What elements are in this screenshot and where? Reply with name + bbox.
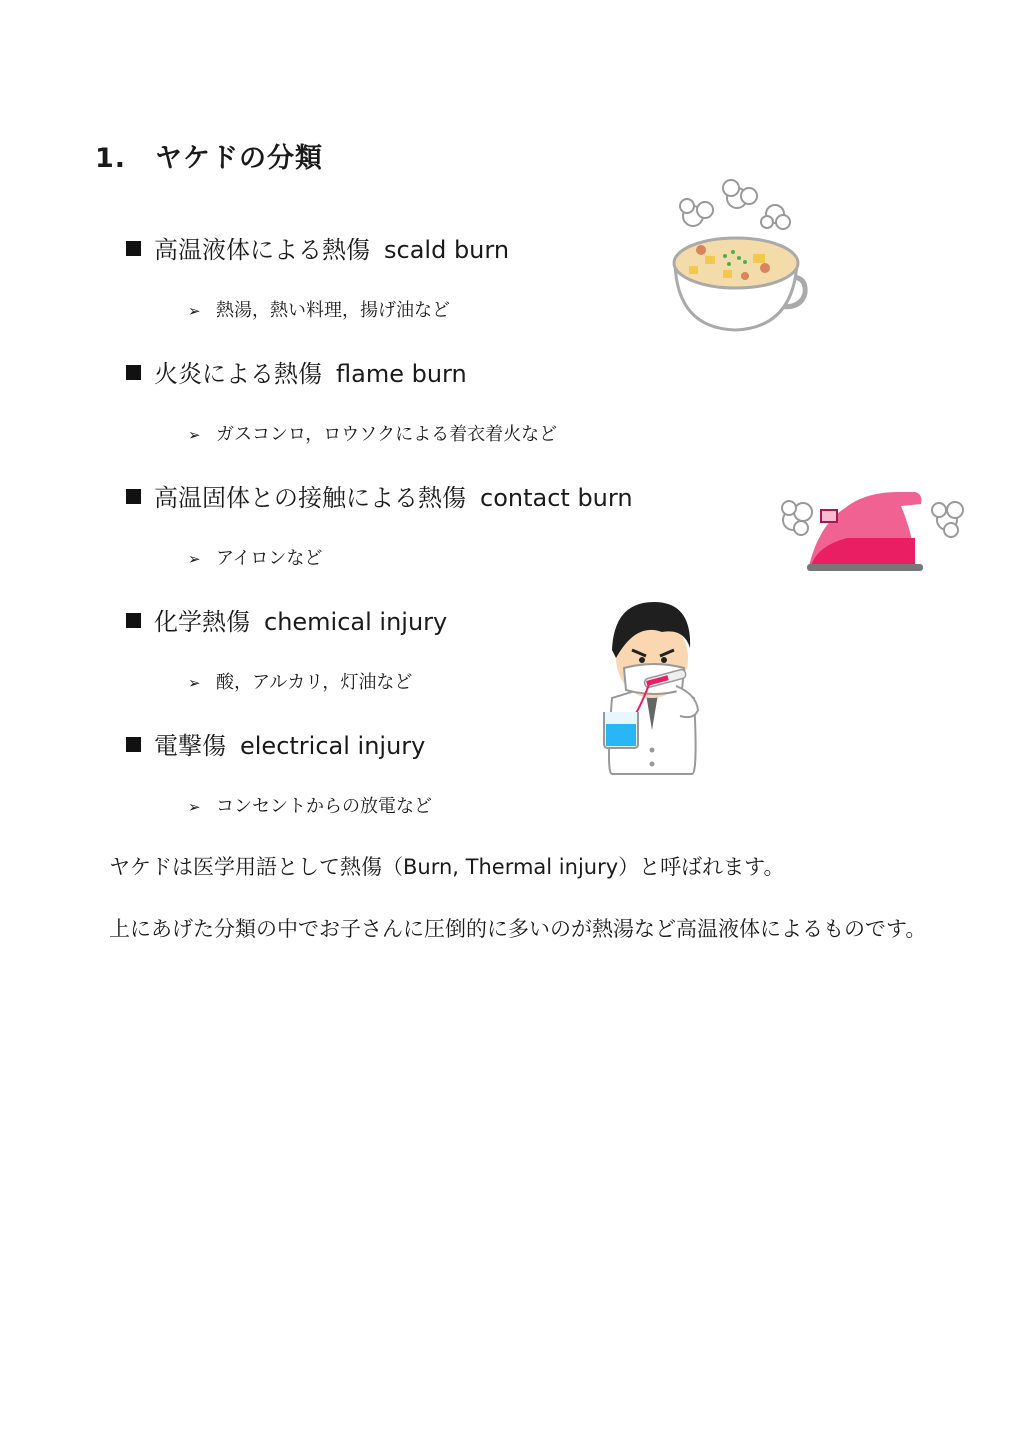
hot-soup-cup-illustration [665,178,815,338]
example-text: コンセントからの放電など [216,796,432,817]
category-item [126,230,509,265]
category-en: chemical injury [264,608,448,636]
category-example [188,544,322,570]
category-example [188,668,412,694]
section-number: 1. [95,143,127,174]
category-item [126,478,633,513]
category-ja: 高温液体による熱傷 [154,236,370,264]
category-ja: 化学熱傷 [154,608,250,636]
square-bullet-icon [126,365,141,380]
category-ja: 火炎による熱傷 [154,360,322,388]
body-text [95,836,945,960]
category-en: flame burn [336,360,467,388]
example-text: 熱湯，熱い料理，揚げ油など [216,300,450,321]
category-example [188,420,557,446]
arrow-bullet-icon: ➢ [188,302,201,320]
arrow-bullet-icon: ➢ [188,426,201,444]
category-example [188,792,432,818]
square-bullet-icon [126,613,141,628]
category-item [126,602,447,637]
category-ja: 電撃傷 [154,732,226,760]
paragraph: ヤケドは医学用語として熱傷（Burn, Thermal injury）と呼ばれます。 [109,855,785,879]
category-item [126,354,467,389]
example-text: アイロンなど [216,548,323,569]
category-en: electrical injury [240,732,426,760]
category-en: contact burn [480,484,633,512]
section-heading [95,136,323,175]
example-text: ガスコンロ，ロウソクによる着衣着火など [216,424,558,445]
category-example [188,296,450,322]
arrow-bullet-icon: ➢ [188,798,201,816]
paragraph: 上にあげた分類の中でお子さんに圧倒的に多いのが熱湯など高温液体によるものです。 [109,917,927,941]
example-text: 酸，アルカリ，灯油など [216,672,413,693]
square-bullet-icon [126,241,141,256]
steaming-iron-illustration [775,480,970,575]
arrow-bullet-icon: ➢ [188,674,201,692]
category-ja: 高温固体との接触による熱傷 [154,484,466,512]
section-title: ヤケドの分類 [155,143,323,174]
square-bullet-icon [126,737,141,752]
category-item [126,726,425,761]
arrow-bullet-icon: ➢ [188,550,201,568]
square-bullet-icon [126,489,141,504]
category-en: scald burn [384,236,510,264]
scientist-illustration [598,598,713,776]
